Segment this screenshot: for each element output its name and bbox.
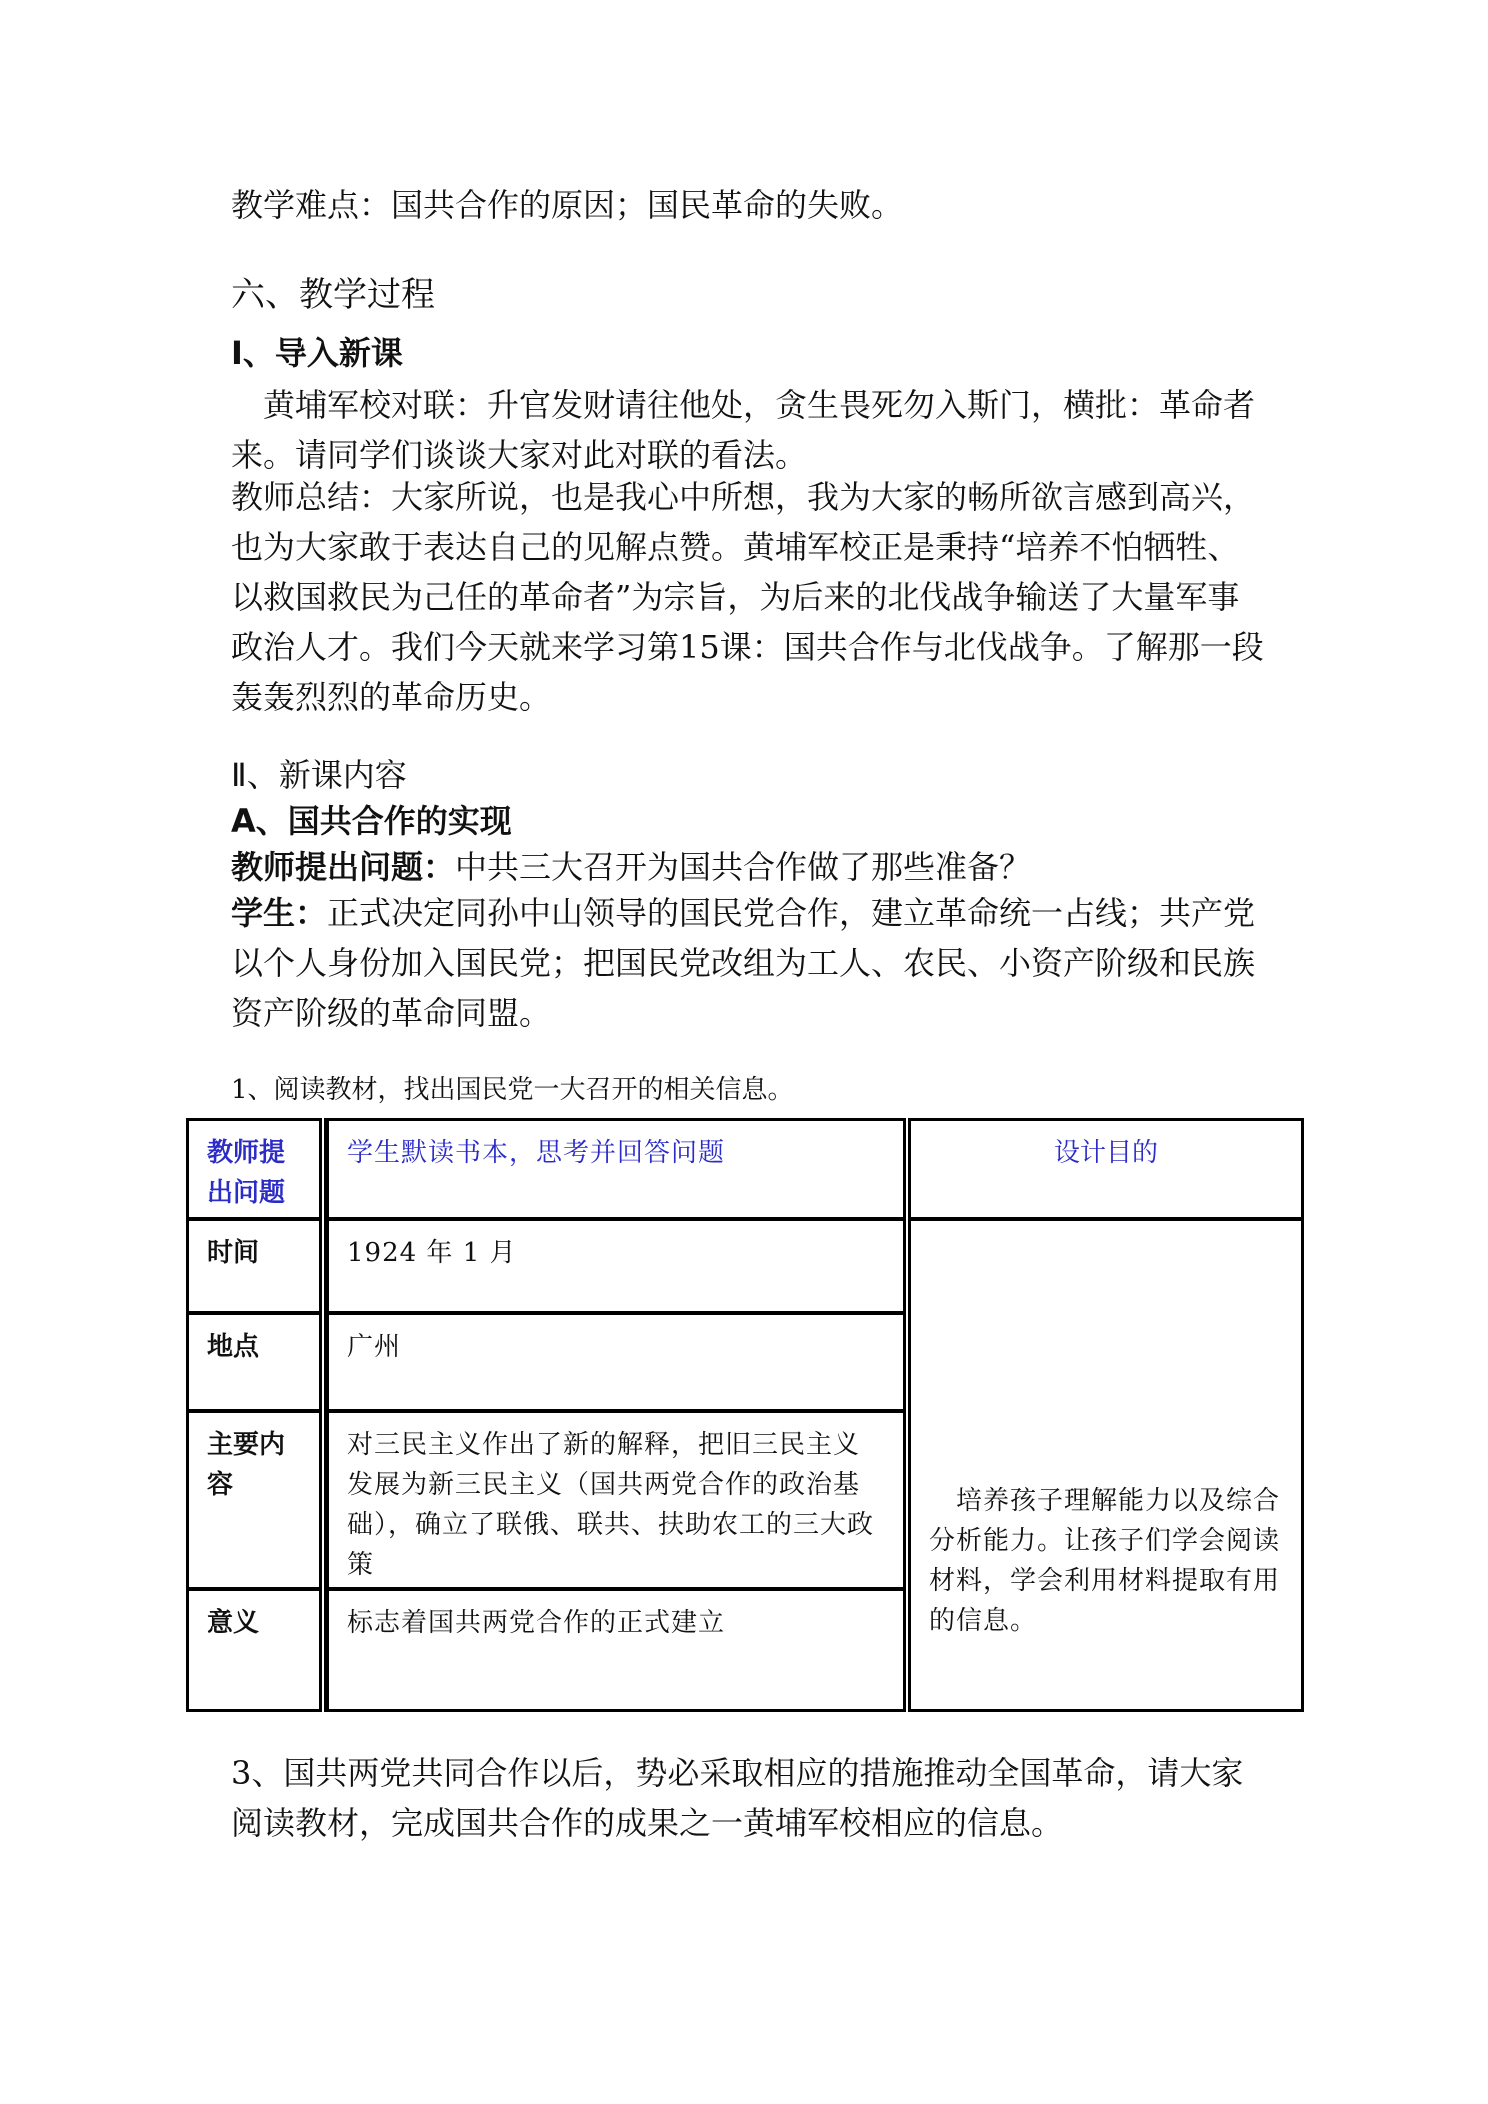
design-purpose-cell: 培养孩子理解能力以及综合分析能力。让孩子们学会阅读材料，学会利用材料提取有用的信息。 <box>908 1218 1304 1712</box>
row-value-place: 广州 <box>324 1312 906 1412</box>
header-design-purpose: 设计目的 <box>908 1118 1304 1220</box>
task-1-instruction: 1、阅读教材，找出国民党一大召开的相关信息。 <box>231 1075 794 1105</box>
student-label: 学生： <box>231 894 328 932</box>
row-label-content: 主要内容 <box>186 1410 322 1590</box>
intro-paragraph: 黄埔军校对联：升官发财请往他处，贪生畏死勿入斯门，横批：革命者来。请同学们谈谈大家对此对联的看法。 <box>231 386 1256 474</box>
part-1-title: Ⅰ、导入新课 <box>231 334 403 372</box>
row-label-place: 地点 <box>186 1312 322 1412</box>
row-value-content: 对三民主义作出了新的解释，把旧三民主义发展为新三民主义（国共两党合作的政治基础），确立了联俄、联共、扶助农工的三大政策 <box>324 1410 906 1590</box>
student-answer <box>231 888 1271 1038</box>
part-2-title: Ⅱ、新课内容 <box>231 756 407 794</box>
task-3-instruction: 3、国共两党共同合作以后，势必采取相应的措施推动全国革命，请大家阅读教材，完成国共合作的成果之一黄埔军校相应的信息。 <box>231 1754 1244 1842</box>
question-label: 教师提出问题： <box>231 848 456 886</box>
teacher-question <box>231 842 1271 892</box>
row-label-time: 时间 <box>186 1218 322 1314</box>
teaching-difficulty-line: 教学难点：国共合作的原因；国民革命的失败。 <box>231 186 904 224</box>
row-value-significance: 标志着国共两党合作的正式建立 <box>324 1588 906 1712</box>
student-text: 正式决定同孙中山领导的国民党合作，建立革命统一占线；共产党以个人身份加入国民党；把国民党改组为工人、农民、小资产阶级和民族资产阶级的革命同盟。 <box>231 894 1256 1032</box>
header-teacher-question: 教师提出问题 <box>186 1118 322 1220</box>
info-table <box>186 1118 1304 1712</box>
row-label-significance: 意义 <box>186 1588 322 1712</box>
section-6-title: 六、教学过程 <box>231 275 435 315</box>
section-a-title: A、国共合作的实现 <box>231 802 512 840</box>
row-value-time: 1924 年 1 月 <box>324 1218 906 1314</box>
question-text: 中共三大召开为国共合作做了那些准备？ <box>455 848 1032 886</box>
teacher-summary-paragraph: 教师总结：大家所说，也是我心中所想，我为大家的畅所欲言感到高兴，也为大家敢于表达自己的见解点赞。黄埔军校正是秉持“培养不怕牺牲、以救国救民为己任的革命者”为宗旨，为后来的北伐战争输送了大量军事政治人才。我们今天就来学习第15课：国共合作与北伐战争。了解那一段轰轰烈烈的革命历史。 <box>231 478 1264 716</box>
header-student-task: 学生默读书本，思考并回答问题 <box>324 1118 906 1220</box>
